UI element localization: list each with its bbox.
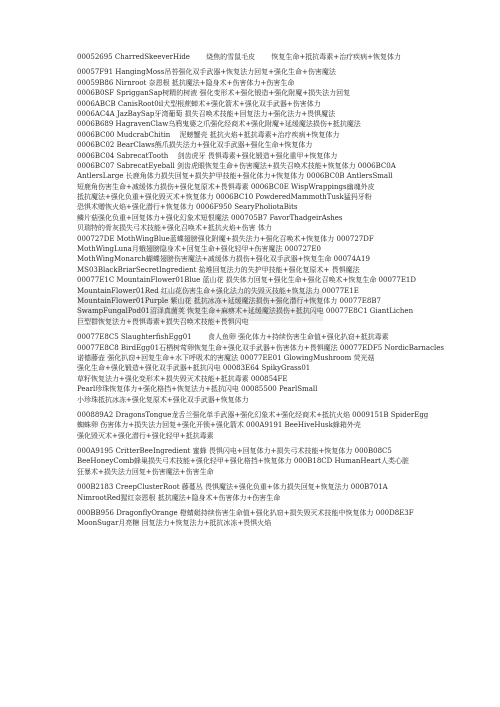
text-line: 00077E8C8 BirdEgg01石栖树莺卵恢复生命+强化双手武器+伤害体力+畏惧魔法 00077EDF5 NordicBarnacles xyxy=(77,343,444,352)
text-line: 0006BC07 SabrecatEyeball 剑齿虎眼恢复生命+伤害魔法+损失召唤术技能+恢复体力 0006BC0A xyxy=(77,161,396,170)
text-line: 小珍珠抵抗冰冻+强化复原术+强化双手武器+恢复体力 xyxy=(77,395,249,404)
text-line: 00052695 CharredSkeeverHide 烧焦的雪鼠毛皮 恢复生命+抵抗毒素+治疗疾病+恢复体力 xyxy=(77,53,401,61)
text-line: 巨型群恢复法力+畏惧毒素+损失召唤术技能+畏惧闪电 xyxy=(77,317,249,326)
text-line: 00077E8C5 SlaughterfishEgg01 食人鱼卵 强化体力+持续伤害生命值+强化扒窃+抵抗毒素 xyxy=(77,333,389,342)
text-line: 0006BC00 MudcrabChitin 泥螃蟹壳 抵抗火焰+抵抗毒素+治疗疾病+恢复体力 xyxy=(77,130,340,139)
document-body xyxy=(77,52,489,529)
text-line: MountainFlower01Red 红山花伤害生命+强化法力的失毁灭技能+恢复法力 00077E1E xyxy=(77,286,359,295)
text-line: 00077E1C MountainFlower01Blue 蓝山花 损失体力回复+强化生命+强化召唤术+恢复生命 00077E1D xyxy=(77,276,416,285)
text-line: MS03BlackBriarSecretIngredient 盐堆回复法力的失护甲技能+强化复原术+ 畏惧魔法 xyxy=(77,265,360,274)
text-line: AntlersLarge 长鹿角体力损失回复+损失护甲技能+强化体力+恢复体力 0006BC0B AntlersSmall xyxy=(77,172,393,181)
text-line: 000BB956 DragonflyOrange 橙蜻蜓持续伤害生命值+强化扒窃+损失毁灭术技能中恢复体力 000D8E3F xyxy=(77,509,414,518)
text-line: Pearl珍珠恢复体力+强化格挡+恢复法力+抵抗闪电 00085500 PearlSmall xyxy=(77,385,318,394)
text-line: 强化生命+强化锻造+强化双手武器+抵抗闪电 00083E64 SpikyGrass01 xyxy=(77,364,311,373)
text-line: 草籽恢复法力+强化变形术+损失毁灭术技能+抵抗毒素 000854FE xyxy=(77,374,288,383)
text-line: 0006B689 HagravenClaw乌鸦鬼婆之爪强化经商术+强化附魔+延缓魔法损伤+抵抗魔法 xyxy=(77,120,361,129)
text-line: SwampFungalPod01沼泽真菌荚 恢复生命+麻痹术+延缓魔法损伤+抵抗闪电 00077E8C1 GiantLichen xyxy=(77,307,414,316)
text-line: NimrootRed猩红奈恩根 抵抗魔法+隐身术+伤害体力+伤害生命 xyxy=(77,493,281,502)
text-line: BeeHoneyComb蜂巢损失弓术技能+强化轻甲+强化格挡+恢复体力 000B18CD HumanHeart人类心脏 xyxy=(77,457,409,466)
text-line: 0006BC04 SabrecatTooth 剑齿虎牙 畏惧毒素+强化锻造+强化重甲+恢复体力 xyxy=(77,151,338,160)
text-line: 00057F91 HangingMoss吊苔强化双手武器+恢复法力回复+强化生命+伤害魔法 xyxy=(77,68,336,77)
text-line: 000B2183 CreepClusterRoot 藤蔓丛 畏惧魔法+强化负重+体力损失回复+恢复法力 000B701A xyxy=(77,483,388,492)
text-line: 强化毁灭术+强化潜行+强化轻甲+抵抗毒素 xyxy=(77,431,214,440)
text-line: 000889A2 DragonsTongue龙舌兰强化单手武器+强化幻象术+强化经商术+抵抗火焰 0009151B SpiderEgg xyxy=(77,410,429,419)
text-line: 抵抗魔法+强化负重+强化毁灭术+恢复体力 0006BC10 PowderedMammothTusk猛犸牙粉 xyxy=(77,193,372,202)
text-line: 0006ABCB CanisRoot0il犬型根蔗蝉术+强化箭术+强化双手武器+伤害体力 xyxy=(77,99,321,108)
text-line: MothWingLuna月蛾翅膀隐身术+回复生命+强化轻甲+伤害魔法 000727E0 xyxy=(77,245,321,254)
text-line: MoonSugar月亮糖 回复法力+恢复法力+抵抗冰冻+畏惧火焰 xyxy=(77,519,272,528)
text-line: 短鹿角伤害生命+减缓体力损伤+强化复原术+畏惧毒素 0006BC0E WispWrappings幽魂外皮 xyxy=(77,182,375,191)
text-line: 000A9195 CritterBeeIngredient 蜜蜂 畏惧闪电+回复体力+损失弓术技能+恢复体力 000B08C5 xyxy=(77,447,392,456)
text-line: 蜘蛛卵 伤害体力+损失法力回复+强化开锁+强化箭术 000A9191 BeeHiveHusk蜂箱外壳 xyxy=(77,421,361,430)
text-line: 0006B0SF SprigganSap树精的树液 强化变形术+强化锻造+强化附魔+损失法力回复 xyxy=(77,89,351,98)
text-line: 狂暴术+损失法力回复+伤害魔法+伤害生命 xyxy=(77,467,214,476)
text-line: 贝瑞特的骨灰损失弓术技能+强化召唤术+抵抗火焰+伤害 体力 xyxy=(77,224,272,233)
text-line: 000727DE MothWingBlue蓝蝶翅膀强化附魔+损失法力+强化召唤术+恢复体力 000727DF xyxy=(77,234,374,243)
text-line: MothWingMonarch蝴蝶翅膀伤害魔法+减缓体力损伤+强化双手武器+恢复生命 00074A19 xyxy=(77,255,370,264)
text-line: 恐惧术赠恢火焰+强化潜行+恢复体力 0006F950 SearyPholiotaBits xyxy=(77,203,298,212)
text-line: 00059B86 Nirnroot 奈恩根 抵抗魔法+隐身术+伤害体力+伤害生命 xyxy=(77,78,295,87)
text-line: 0006AC4A JazBaySap牙湾葡萄 损失召唤术技能+回复法力+强化法力+畏惧魔法 xyxy=(77,109,336,118)
text-line: 0006BC02 BearClaws熊爪损失法力+强化双手武器+强化生命+恢复体力 xyxy=(77,141,313,150)
text-line: MountainFlower01Purple 紫山花 抵抗冰冻+延缓魔法损伤+强化潜行+恢复体力 00077E8B7 xyxy=(77,296,381,305)
text-line: 鳞片菇强化负重+回复体力+强化幻象术短恨魔法 000705B7 FavorThadgeirAshes xyxy=(77,213,343,222)
text-line: 诺德藤壶 强化扒窃+回复生命+水下呼吸术的害魔法 00077EE01 GlowingMushroom 荧光菇 xyxy=(77,353,375,362)
